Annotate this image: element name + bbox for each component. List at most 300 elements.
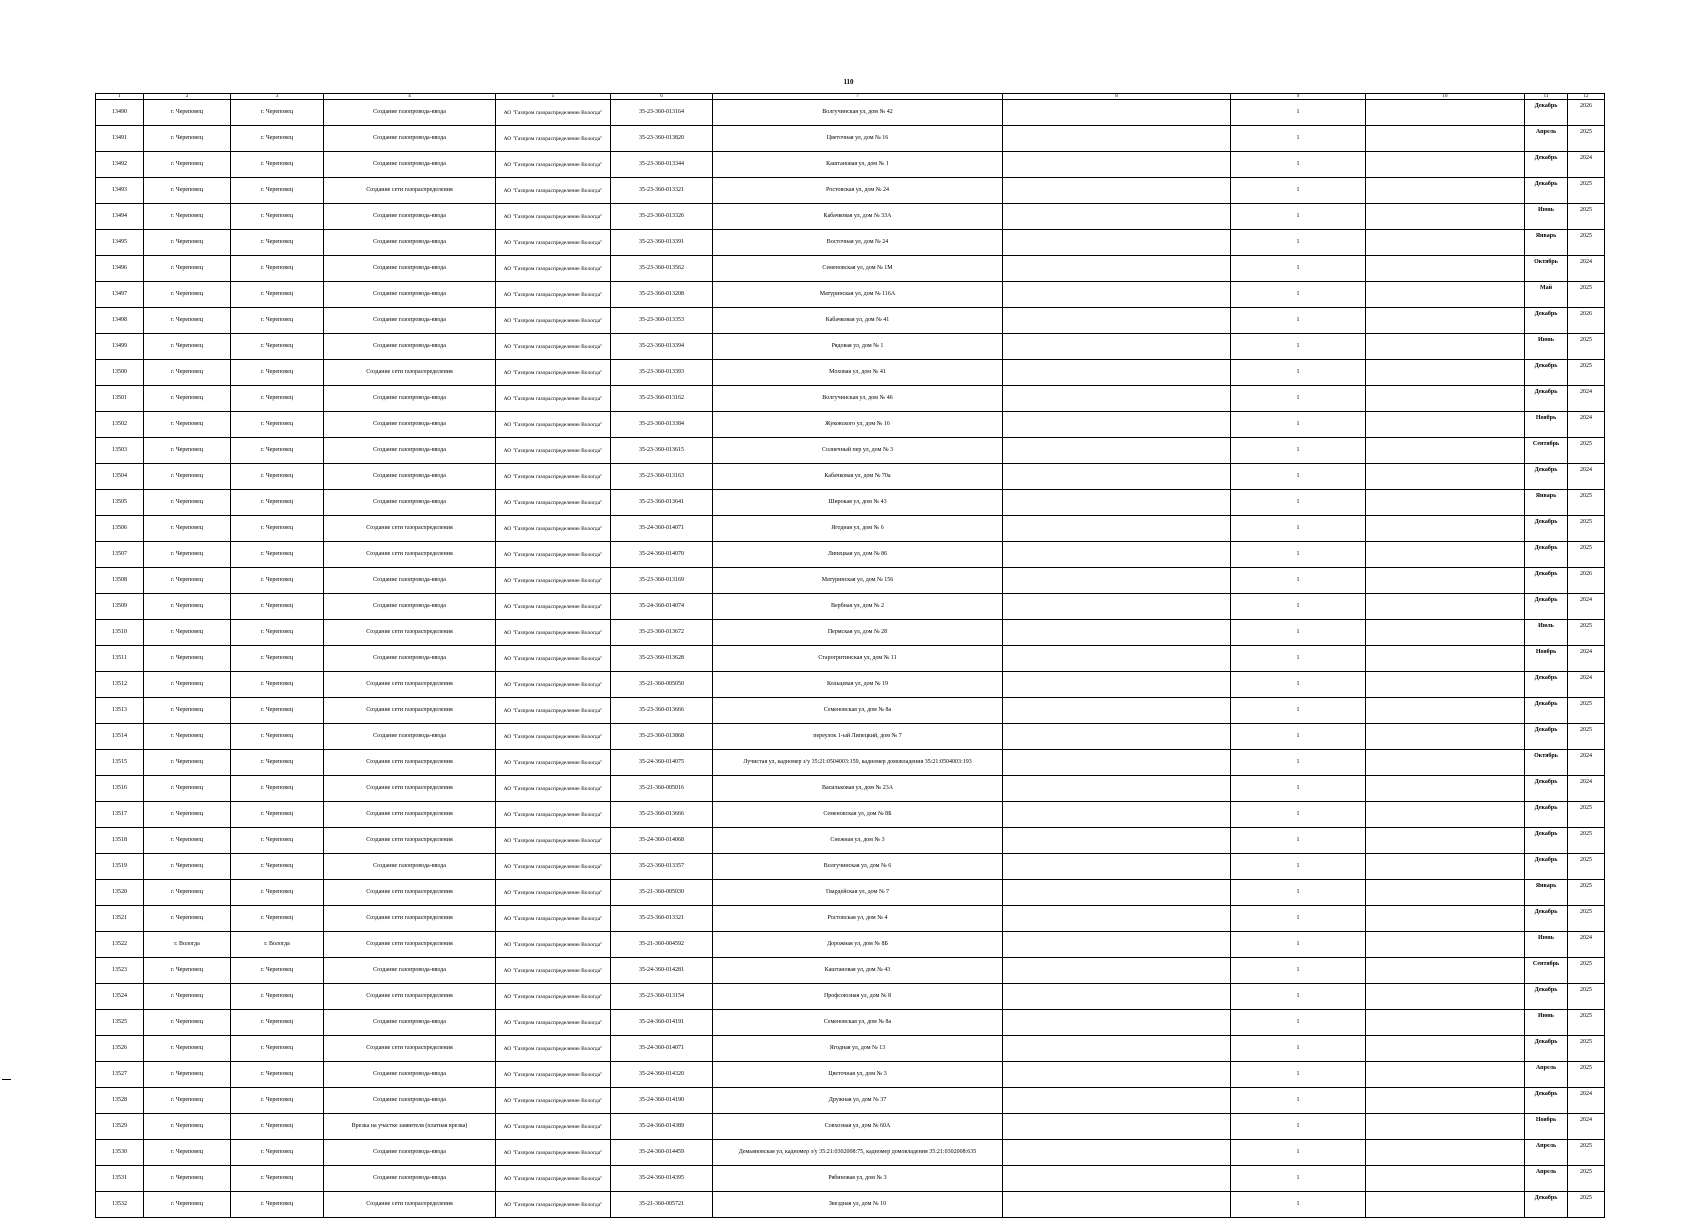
settlement-cell: г. Череповец bbox=[231, 984, 324, 1010]
address-cell: Семеновская ул, дом № 8а bbox=[713, 698, 1003, 724]
municipality-cell: г. Череповец bbox=[144, 906, 231, 932]
organization-cell: АО "Газпром газораспределение Вологда" bbox=[496, 1036, 611, 1062]
organization-cell: АО "Газпром газораспределение Вологда" bbox=[496, 386, 611, 412]
address-cell: Матуринская ул, дом № 116А bbox=[713, 282, 1003, 308]
empty-cell bbox=[1366, 178, 1525, 204]
address-cell: Лучистая ул, кадномер з/у 35:21:0504003:159, кадномер домовладения 35:21:0504003:193 bbox=[713, 750, 1003, 776]
year-cell: 2026 bbox=[1568, 100, 1605, 126]
column-number: 10 bbox=[1366, 94, 1525, 100]
settlement-cell: г. Череповец bbox=[231, 802, 324, 828]
column-number: 1 bbox=[96, 94, 144, 100]
month-cell: Декабрь bbox=[1525, 1036, 1568, 1062]
address-cell: Старогритинская ул, дом № 11 bbox=[713, 646, 1003, 672]
application-number-cell: 35-23-360-013353 bbox=[611, 308, 713, 334]
empty-cell bbox=[1003, 984, 1231, 1010]
municipality-cell: г. Череповец bbox=[144, 1166, 231, 1192]
settlement-cell: г. Череповец bbox=[231, 334, 324, 360]
municipality-cell: г. Череповец bbox=[144, 438, 231, 464]
work-type-cell: Создание газопровода-ввода bbox=[324, 412, 496, 438]
address-cell: Матуринская ул, дом № 156 bbox=[713, 568, 1003, 594]
table-row bbox=[96, 802, 1605, 828]
address-cell: Звездная ул, дом № 10 bbox=[713, 1192, 1003, 1218]
table-row bbox=[96, 698, 1605, 724]
quantity-cell: 1 bbox=[1231, 412, 1366, 438]
row-number-cell: 13502 bbox=[96, 412, 144, 438]
empty-cell bbox=[1366, 776, 1525, 802]
municipality-cell: г. Череповец bbox=[144, 1140, 231, 1166]
settlement-cell: г. Череповец bbox=[231, 594, 324, 620]
application-number-cell: 35-23-360-013326 bbox=[611, 204, 713, 230]
work-type-cell: Создание газопровода-ввода bbox=[324, 464, 496, 490]
year-cell: 2025 bbox=[1568, 724, 1605, 750]
empty-cell bbox=[1366, 386, 1525, 412]
empty-cell bbox=[1366, 1062, 1525, 1088]
municipality-cell: г. Череповец bbox=[144, 1010, 231, 1036]
quantity-cell: 1 bbox=[1231, 854, 1366, 880]
empty-cell bbox=[1366, 1036, 1525, 1062]
application-number-cell: 35-23-360-013169 bbox=[611, 568, 713, 594]
settlement-cell: г. Череповец bbox=[231, 854, 324, 880]
row-number-cell: 13504 bbox=[96, 464, 144, 490]
settlement-cell: г. Череповец bbox=[231, 464, 324, 490]
row-number-cell: 13496 bbox=[96, 256, 144, 282]
municipality-cell: г. Череповец bbox=[144, 698, 231, 724]
table-row bbox=[96, 178, 1605, 204]
quantity-cell: 1 bbox=[1231, 464, 1366, 490]
table-row bbox=[96, 828, 1605, 854]
work-type-cell: Создание газопровода-ввода bbox=[324, 1140, 496, 1166]
settlement-cell: г. Череповец bbox=[231, 516, 324, 542]
work-type-cell: Создание сети газораспределения bbox=[324, 516, 496, 542]
organization-cell: АО "Газпром газораспределение Вологда" bbox=[496, 1088, 611, 1114]
empty-cell bbox=[1003, 1140, 1231, 1166]
table-row bbox=[96, 386, 1605, 412]
quantity-cell: 1 bbox=[1231, 1010, 1366, 1036]
municipality-cell: г. Череповец bbox=[144, 334, 231, 360]
quantity-cell: 1 bbox=[1231, 542, 1366, 568]
month-cell: Декабрь bbox=[1525, 698, 1568, 724]
year-cell: 2024 bbox=[1568, 646, 1605, 672]
empty-cell bbox=[1003, 568, 1231, 594]
quantity-cell: 1 bbox=[1231, 620, 1366, 646]
address-cell: Дорожная ул, дом № 8Б bbox=[713, 932, 1003, 958]
settlement-cell: г. Череповец bbox=[231, 750, 324, 776]
organization-cell: АО "Газпром газораспределение Вологда" bbox=[496, 724, 611, 750]
work-type-cell: Создание газопровода-ввода bbox=[324, 334, 496, 360]
quantity-cell: 1 bbox=[1231, 1166, 1366, 1192]
month-cell: Декабрь bbox=[1525, 828, 1568, 854]
table-row bbox=[96, 490, 1605, 516]
quantity-cell: 1 bbox=[1231, 724, 1366, 750]
quantity-cell: 1 bbox=[1231, 516, 1366, 542]
application-number-cell: 35-24-360-014459 bbox=[611, 1140, 713, 1166]
row-number-cell: 13510 bbox=[96, 620, 144, 646]
month-cell: Декабрь bbox=[1525, 100, 1568, 126]
organization-cell: АО "Газпром газораспределение Вологда" bbox=[496, 1140, 611, 1166]
month-cell: Декабрь bbox=[1525, 1192, 1568, 1218]
quantity-cell: 1 bbox=[1231, 1036, 1366, 1062]
empty-cell bbox=[1366, 126, 1525, 152]
table-row bbox=[96, 1062, 1605, 1088]
application-number-cell: 35-24-360-014074 bbox=[611, 594, 713, 620]
application-number-cell: 35-23-360-013666 bbox=[611, 802, 713, 828]
work-type-cell: Создание газопровода-ввода bbox=[324, 386, 496, 412]
work-type-cell: Создание сети газораспределения bbox=[324, 776, 496, 802]
table-row bbox=[96, 646, 1605, 672]
empty-cell bbox=[1003, 1036, 1231, 1062]
address-cell: Цветочная ул, дом № 3 bbox=[713, 1062, 1003, 1088]
municipality-cell: г. Череповец bbox=[144, 1114, 231, 1140]
year-cell: 2025 bbox=[1568, 880, 1605, 906]
empty-cell bbox=[1003, 906, 1231, 932]
municipality-cell: г. Череповец bbox=[144, 126, 231, 152]
organization-cell: АО "Газпром газораспределение Вологда" bbox=[496, 438, 611, 464]
quantity-cell: 1 bbox=[1231, 958, 1366, 984]
empty-cell bbox=[1366, 646, 1525, 672]
row-number-cell: 13509 bbox=[96, 594, 144, 620]
empty-cell bbox=[1366, 932, 1525, 958]
month-cell: Декабрь bbox=[1525, 776, 1568, 802]
application-number-cell: 35-23-360-013628 bbox=[611, 646, 713, 672]
municipality-cell: г. Череповец bbox=[144, 412, 231, 438]
application-number-cell: 35-24-360-014071 bbox=[611, 1036, 713, 1062]
settlement-cell: г. Череповец bbox=[231, 1062, 324, 1088]
page-number: 110 bbox=[843, 78, 854, 86]
address-cell: Волгучинская ул, дом № 46 bbox=[713, 386, 1003, 412]
empty-cell bbox=[1366, 542, 1525, 568]
municipality-cell: г. Череповец bbox=[144, 1192, 231, 1218]
month-cell: Январь bbox=[1525, 880, 1568, 906]
year-cell: 2025 bbox=[1568, 126, 1605, 152]
empty-cell bbox=[1366, 204, 1525, 230]
month-cell: Ноябрь bbox=[1525, 1114, 1568, 1140]
address-cell: Кабачковая ул, дом № 70а bbox=[713, 464, 1003, 490]
municipality-cell: г. Череповец bbox=[144, 542, 231, 568]
settlement-cell: г. Череповец bbox=[231, 880, 324, 906]
settlement-cell: г. Череповец bbox=[231, 230, 324, 256]
application-number-cell: 35-21-360-005016 bbox=[611, 776, 713, 802]
table-row bbox=[96, 282, 1605, 308]
address-cell: Совхозная ул, дом № 60А bbox=[713, 1114, 1003, 1140]
column-number: 8 bbox=[1003, 94, 1231, 100]
month-cell: Июнь bbox=[1525, 204, 1568, 230]
quantity-cell: 1 bbox=[1231, 152, 1366, 178]
address-cell: Демьяновская ул, кадномер з/у 35:21:0302008:75, кадномер домовладения 35:21:0302008:635 bbox=[713, 1140, 1003, 1166]
address-cell: Пермская ул, дом № 28 bbox=[713, 620, 1003, 646]
empty-cell bbox=[1366, 802, 1525, 828]
row-number-cell: 13517 bbox=[96, 802, 144, 828]
empty-cell bbox=[1003, 152, 1231, 178]
settlement-cell: г. Череповец bbox=[231, 698, 324, 724]
table-row bbox=[96, 984, 1605, 1010]
year-cell: 2025 bbox=[1568, 698, 1605, 724]
table-row bbox=[96, 516, 1605, 542]
row-number-cell: 13514 bbox=[96, 724, 144, 750]
settlement-cell: г. Череповец bbox=[231, 724, 324, 750]
table-row bbox=[96, 1114, 1605, 1140]
work-type-cell: Создание газопровода-ввода bbox=[324, 594, 496, 620]
row-number-cell: 13494 bbox=[96, 204, 144, 230]
address-cell: Гвардейская ул, дом № 7 bbox=[713, 880, 1003, 906]
row-number-cell: 13524 bbox=[96, 984, 144, 1010]
empty-cell bbox=[1003, 282, 1231, 308]
row-number-cell: 13513 bbox=[96, 698, 144, 724]
month-cell: Ноябрь bbox=[1525, 646, 1568, 672]
empty-cell bbox=[1366, 958, 1525, 984]
row-number-cell: 13507 bbox=[96, 542, 144, 568]
quantity-cell: 1 bbox=[1231, 1062, 1366, 1088]
work-type-cell: Создание сети газораспределения bbox=[324, 360, 496, 386]
work-type-cell: Создание сети газораспределения bbox=[324, 880, 496, 906]
year-cell: 2025 bbox=[1568, 1192, 1605, 1218]
address-cell: Широкая ул, дом № 43 bbox=[713, 490, 1003, 516]
organization-cell: АО "Газпром газораспределение Вологда" bbox=[496, 308, 611, 334]
address-cell: Каштановая ул, дом № 1 bbox=[713, 152, 1003, 178]
organization-cell: АО "Газпром газораспределение Вологда" bbox=[496, 1166, 611, 1192]
year-cell: 2024 bbox=[1568, 1088, 1605, 1114]
settlement-cell: г. Череповец bbox=[231, 256, 324, 282]
empty-cell bbox=[1003, 386, 1231, 412]
address-cell: Волгучинская ул, дом № 42 bbox=[713, 100, 1003, 126]
year-cell: 2025 bbox=[1568, 984, 1605, 1010]
work-type-cell: Создание сети газораспределения bbox=[324, 906, 496, 932]
year-cell: 2025 bbox=[1568, 1036, 1605, 1062]
year-cell: 2025 bbox=[1568, 282, 1605, 308]
work-type-cell: Создание газопровода-ввода bbox=[324, 958, 496, 984]
quantity-cell: 1 bbox=[1231, 490, 1366, 516]
quantity-cell: 1 bbox=[1231, 568, 1366, 594]
column-number: 6 bbox=[611, 94, 713, 100]
quantity-cell: 1 bbox=[1231, 802, 1366, 828]
work-type-cell: Создание газопровода-ввода bbox=[324, 1166, 496, 1192]
work-type-cell: Создание газопровода-ввода bbox=[324, 646, 496, 672]
empty-cell bbox=[1003, 256, 1231, 282]
work-type-cell: Создание газопровода-ввода bbox=[324, 204, 496, 230]
work-type-cell: Создание сети газораспределения bbox=[324, 750, 496, 776]
municipality-cell: г. Череповец bbox=[144, 1088, 231, 1114]
column-number: 4 bbox=[324, 94, 496, 100]
row-number-cell: 13503 bbox=[96, 438, 144, 464]
work-type-cell: Создание газопровода-ввода bbox=[324, 152, 496, 178]
table-row bbox=[96, 568, 1605, 594]
year-cell: 2024 bbox=[1568, 672, 1605, 698]
empty-cell bbox=[1003, 1088, 1231, 1114]
application-number-cell: 35-23-360-013357 bbox=[611, 854, 713, 880]
organization-cell: АО "Газпром газораспределение Вологда" bbox=[496, 360, 611, 386]
table-row bbox=[96, 360, 1605, 386]
row-number-cell: 13521 bbox=[96, 906, 144, 932]
table-row bbox=[96, 152, 1605, 178]
organization-cell: АО "Газпром газораспределение Вологда" bbox=[496, 620, 611, 646]
quantity-cell: 1 bbox=[1231, 828, 1366, 854]
empty-cell bbox=[1366, 1114, 1525, 1140]
municipality-cell: г. Череповец bbox=[144, 620, 231, 646]
row-number-cell: 13512 bbox=[96, 672, 144, 698]
empty-cell bbox=[1366, 1166, 1525, 1192]
table-row bbox=[96, 1166, 1605, 1192]
column-number: 12 bbox=[1568, 94, 1605, 100]
work-type-cell: Создание газопровода-ввода bbox=[324, 1062, 496, 1088]
empty-cell bbox=[1366, 672, 1525, 698]
month-cell: Сентябрь bbox=[1525, 958, 1568, 984]
settlement-cell: г. Череповец bbox=[231, 1192, 324, 1218]
work-type-cell: Создание газопровода-ввода bbox=[324, 854, 496, 880]
year-cell: 2025 bbox=[1568, 1140, 1605, 1166]
empty-cell bbox=[1003, 828, 1231, 854]
settlement-cell: г. Череповец bbox=[231, 308, 324, 334]
municipality-cell: г. Череповец bbox=[144, 776, 231, 802]
municipality-cell: г. Череповец bbox=[144, 308, 231, 334]
municipality-cell: г. Череповец bbox=[144, 854, 231, 880]
column-number: 2 bbox=[144, 94, 231, 100]
month-cell: Апрель bbox=[1525, 1166, 1568, 1192]
application-number-cell: 35-23-360-013164 bbox=[611, 100, 713, 126]
application-number-cell: 35-23-360-013615 bbox=[611, 438, 713, 464]
empty-cell bbox=[1003, 542, 1231, 568]
month-cell: Декабрь bbox=[1525, 802, 1568, 828]
municipality-cell: г. Череповец bbox=[144, 984, 231, 1010]
year-cell: 2024 bbox=[1568, 386, 1605, 412]
application-number-cell: 35-23-360-013344 bbox=[611, 152, 713, 178]
municipality-cell: г. Череповец bbox=[144, 750, 231, 776]
year-cell: 2024 bbox=[1568, 412, 1605, 438]
empty-cell bbox=[1003, 958, 1231, 984]
organization-cell: АО "Газпром газораспределение Вологда" bbox=[496, 412, 611, 438]
row-number-cell: 13495 bbox=[96, 230, 144, 256]
month-cell: Декабрь bbox=[1525, 1088, 1568, 1114]
application-number-cell: 35-23-360-013384 bbox=[611, 412, 713, 438]
empty-cell bbox=[1003, 438, 1231, 464]
column-number: 9 bbox=[1231, 94, 1366, 100]
address-cell: Рябиновая ул, дом № 3 bbox=[713, 1166, 1003, 1192]
settlement-cell: г. Череповец bbox=[231, 100, 324, 126]
quantity-cell: 1 bbox=[1231, 880, 1366, 906]
empty-cell bbox=[1366, 308, 1525, 334]
application-number-cell: 35-21-360-005030 bbox=[611, 880, 713, 906]
empty-cell bbox=[1003, 776, 1231, 802]
table-row bbox=[96, 334, 1605, 360]
row-number-cell: 13492 bbox=[96, 152, 144, 178]
application-number-cell: 35-24-360-014070 bbox=[611, 542, 713, 568]
municipality-cell: г. Череповец bbox=[144, 386, 231, 412]
municipality-cell: г. Череповец bbox=[144, 516, 231, 542]
address-cell: Рядовая ул, дом № 1 bbox=[713, 334, 1003, 360]
organization-cell: АО "Газпром газораспределение Вологда" bbox=[496, 1010, 611, 1036]
table-row bbox=[96, 126, 1605, 152]
quantity-cell: 1 bbox=[1231, 204, 1366, 230]
empty-cell bbox=[1366, 464, 1525, 490]
empty-cell bbox=[1003, 594, 1231, 620]
settlement-cell: г. Череповец bbox=[231, 178, 324, 204]
empty-cell bbox=[1366, 1010, 1525, 1036]
organization-cell: АО "Газпром газораспределение Вологда" bbox=[496, 256, 611, 282]
table-body bbox=[96, 100, 1605, 1218]
year-cell: 2026 bbox=[1568, 568, 1605, 594]
work-type-cell: Врезка на участке заявителя (платная врезка) bbox=[324, 1114, 496, 1140]
address-cell: Семеновская ул, дом № 8Б bbox=[713, 802, 1003, 828]
quantity-cell: 1 bbox=[1231, 308, 1366, 334]
empty-cell bbox=[1366, 100, 1525, 126]
empty-cell bbox=[1366, 828, 1525, 854]
settlement-cell: г. Череповец bbox=[231, 204, 324, 230]
table-row bbox=[96, 1036, 1605, 1062]
month-cell: Декабрь bbox=[1525, 594, 1568, 620]
quantity-cell: 1 bbox=[1231, 646, 1366, 672]
address-cell: Семеновская ул, дом № 8а bbox=[713, 1010, 1003, 1036]
month-cell: Ноябрь bbox=[1525, 412, 1568, 438]
year-cell: 2024 bbox=[1568, 594, 1605, 620]
table-row bbox=[96, 100, 1605, 126]
table-row bbox=[96, 620, 1605, 646]
empty-cell bbox=[1003, 204, 1231, 230]
empty-cell bbox=[1366, 412, 1525, 438]
empty-cell bbox=[1003, 724, 1231, 750]
month-cell: Апрель bbox=[1525, 1140, 1568, 1166]
settlement-cell: г. Череповец bbox=[231, 360, 324, 386]
application-number-cell: 35-23-360-013641 bbox=[611, 490, 713, 516]
empty-cell bbox=[1366, 1140, 1525, 1166]
application-number-cell: 35-24-360-014281 bbox=[611, 958, 713, 984]
work-type-cell: Создание газопровода-ввода bbox=[324, 568, 496, 594]
application-number-cell: 35-24-360-014395 bbox=[611, 1166, 713, 1192]
month-cell: Июль bbox=[1525, 620, 1568, 646]
organization-cell: АО "Газпром газораспределение Вологда" bbox=[496, 906, 611, 932]
table-row bbox=[96, 464, 1605, 490]
year-cell: 2026 bbox=[1568, 308, 1605, 334]
row-number-cell: 13506 bbox=[96, 516, 144, 542]
column-number: 11 bbox=[1525, 94, 1568, 100]
application-number-cell: 35-24-360-014068 bbox=[611, 828, 713, 854]
organization-cell: АО "Газпром газораспределение Вологда" bbox=[496, 646, 611, 672]
address-cell: Моховая ул, дом № 41 bbox=[713, 360, 1003, 386]
row-number-cell: 13508 bbox=[96, 568, 144, 594]
address-cell: Ягодная ул, дом № 13 bbox=[713, 1036, 1003, 1062]
organization-cell: АО "Газпром газораспределение Вологда" bbox=[496, 698, 611, 724]
work-type-cell: Создание сети газораспределения bbox=[324, 828, 496, 854]
organization-cell: АО "Газпром газораспределение Вологда" bbox=[496, 932, 611, 958]
year-cell: 2024 bbox=[1568, 152, 1605, 178]
municipality-cell: г. Череповец bbox=[144, 464, 231, 490]
application-number-cell: 35-23-360-013208 bbox=[611, 282, 713, 308]
organization-cell: АО "Газпром газораспределение Вологда" bbox=[496, 516, 611, 542]
application-number-cell: 35-23-360-013562 bbox=[611, 256, 713, 282]
row-number-cell: 13522 bbox=[96, 932, 144, 958]
organization-cell: АО "Газпром газораспределение Вологда" bbox=[496, 776, 611, 802]
work-type-cell: Создание сети газораспределения bbox=[324, 620, 496, 646]
quantity-cell: 1 bbox=[1231, 1114, 1366, 1140]
table-row bbox=[96, 594, 1605, 620]
empty-cell bbox=[1003, 230, 1231, 256]
table-row bbox=[96, 438, 1605, 464]
municipality-cell: г. Череповец bbox=[144, 178, 231, 204]
address-cell: Дружная ул, дом № 37 bbox=[713, 1088, 1003, 1114]
settlement-cell: г. Череповец bbox=[231, 1114, 324, 1140]
quantity-cell: 1 bbox=[1231, 334, 1366, 360]
year-cell: 2025 bbox=[1568, 1010, 1605, 1036]
empty-cell bbox=[1366, 724, 1525, 750]
municipality-cell: г. Череповец bbox=[144, 828, 231, 854]
settlement-cell: г. Череповец bbox=[231, 412, 324, 438]
organization-cell: АО "Газпром газораспределение Вологда" bbox=[496, 204, 611, 230]
application-number-cell: 35-23-360-013666 bbox=[611, 698, 713, 724]
municipality-cell: г. Вологда bbox=[144, 932, 231, 958]
empty-cell bbox=[1003, 516, 1231, 542]
settlement-cell: г. Череповец bbox=[231, 1010, 324, 1036]
settlement-cell: г. Вологда bbox=[231, 932, 324, 958]
table-row bbox=[96, 412, 1605, 438]
quantity-cell: 1 bbox=[1231, 698, 1366, 724]
table-row bbox=[96, 308, 1605, 334]
